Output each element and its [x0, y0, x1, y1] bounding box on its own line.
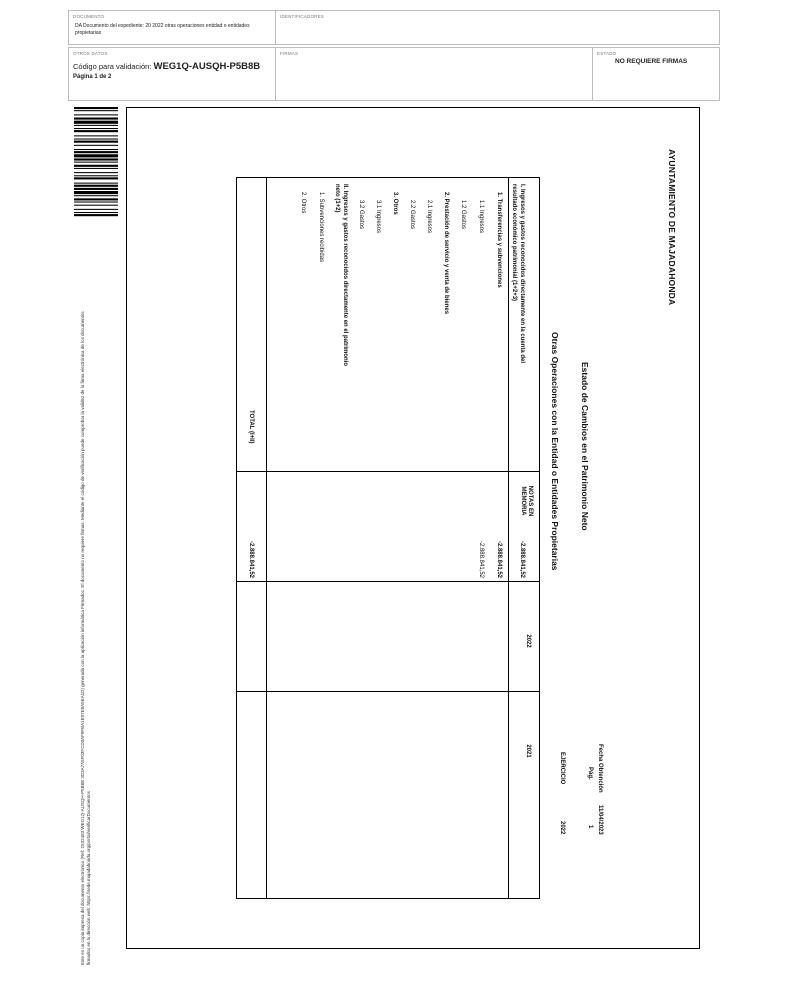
col-notas-header: NOTAS EN MEMORIA	[520, 485, 533, 517]
row-label: 3.2 Gastos	[358, 200, 364, 230]
documento-value: DA Documento del expediente: 20 2022 otras operaciones entidad o entidades propietarias	[75, 23, 250, 36]
barcode-bar	[74, 191, 118, 194]
codigo-validacion-label: Código para validación:	[73, 62, 152, 71]
col-2021-header: 2021	[525, 744, 531, 758]
report-table	[236, 177, 540, 899]
barcode-bar	[74, 188, 118, 190]
barcode-bar	[74, 135, 118, 136]
barcode-bar	[74, 121, 118, 124]
fecha-obtencion-label: Fecha Obtención	[597, 744, 603, 793]
codigo-validacion-row	[73, 62, 260, 72]
barcode-bar	[74, 158, 118, 160]
ejercicio-label: EJERCICIO	[559, 752, 565, 785]
row-label: neto (1+2)	[334, 184, 340, 213]
barcode-bar	[74, 151, 118, 153]
row-label: 2.1 Ingresos	[426, 200, 432, 234]
row-label: 3. Otros	[392, 192, 398, 215]
barcode-bar	[74, 177, 118, 179]
barcode-bar	[74, 114, 118, 115]
row-label: 2.2 Gastos	[409, 200, 415, 230]
barcode-bar	[74, 130, 118, 132]
pag-value: 1	[587, 825, 593, 829]
barcode-bar	[74, 212, 118, 213]
firmas-label: FIRMAS	[280, 51, 299, 56]
otros-datos-box	[68, 47, 276, 101]
barcode-bar	[74, 149, 118, 150]
verification-note: Este es un copia impresa del documento electrónico (Ref: 2532483 WEG1Q-AUSQH-P5B8B 3D3A7A5F03FCD0AF9FBA1E97E8A5EA1D) generada con la aplicación informática Firmadoc. El documento no requiere firmas. Mediante el código de verificación puede comprobar la validez de la firma electrónica de los documentos firmados en la dirección web: https://sede.majadahonda.org/portal/verificarDocumentos	[80, 311, 91, 965]
barcode-bar	[74, 202, 118, 203]
firmas-box	[275, 47, 593, 101]
row-label: resultado económico patrimonial (1+2+3)	[511, 184, 517, 302]
estado-label: ESTADO	[597, 51, 617, 56]
barcode-bar	[74, 205, 118, 206]
barcode-bar	[74, 139, 118, 140]
row-label: 1.1 Ingresos	[478, 200, 484, 234]
row-value-2022: -2.888.841,52	[519, 540, 525, 578]
report-page	[126, 107, 700, 949]
row-value-2022: -2.888.841,52	[478, 540, 484, 578]
report-subtitle: Otras Operaciones con la Entidad o Entidades Propietarias	[550, 332, 560, 571]
barcode-bar	[74, 175, 118, 176]
row-value-2022: -2.888.841,52	[496, 540, 502, 578]
ejercicio-value: 2022	[559, 821, 565, 835]
codigo-validacion-value: WEG1Q-AUSQH-P5B8B	[153, 61, 261, 72]
row-label: 1. Transferencias y subvenciones	[496, 192, 502, 288]
barcode-bar	[74, 195, 118, 196]
barcode-bar	[74, 162, 118, 163]
barcode-bar	[74, 165, 118, 167]
barcode-bar	[74, 198, 118, 200]
identificadores-label: IDENTIFICADORES	[280, 14, 325, 19]
total-2022: -2.888.841,52	[248, 540, 254, 578]
row-label: 1. Subvenciones recibidas	[318, 192, 324, 263]
pag-label: Pág.	[587, 767, 593, 780]
row-label: 2. Prestación de servicio y venta de bienes	[443, 192, 449, 315]
fecha-obtencion-value: 11/04/2023	[597, 805, 603, 835]
otros-datos-label: OTROS DATOS	[73, 51, 108, 56]
barcode-bar	[74, 214, 118, 216]
row-label: I. Ingresos y gastos reconocidos directamente en la cuenta del	[519, 184, 525, 364]
estado-value: NO REQUIERE FIRMAS	[615, 58, 688, 65]
barcode-bar	[74, 154, 118, 157]
barcode-bar	[74, 107, 118, 109]
col-2022-header: 2022	[525, 634, 531, 648]
barcode-bar	[74, 145, 118, 146]
row-label: 3.1 Ingresos	[375, 200, 381, 234]
barcode-bar	[74, 209, 118, 210]
estado-box	[592, 47, 720, 101]
barcode-bar	[74, 118, 118, 120]
identificadores-box	[275, 10, 720, 45]
barcode-image	[74, 107, 118, 277]
page-indicator: Página 1 de 2	[73, 74, 112, 80]
barcode-bar	[74, 125, 118, 126]
barcode-bar	[74, 141, 118, 143]
row-label: II. Ingresos y gastos reconocidos directamente en el patrimonio	[342, 184, 348, 367]
documento-box	[68, 10, 276, 45]
row-label: 1.2 Gastos	[460, 200, 466, 230]
barcode-bar	[74, 110, 118, 111]
row-label: 2. Otros	[300, 192, 306, 214]
documento-label: DOCUMENTO	[73, 14, 105, 19]
report-title: Estado de Cambios en el Patrimonio Neto	[580, 362, 590, 531]
total-label: TOTAL (I+II)	[248, 410, 254, 444]
barcode-bar	[74, 128, 118, 129]
barcode-bar	[74, 185, 118, 187]
entity-name: AYUNTAMIENTO DE MAJADAHONDA	[667, 149, 677, 306]
barcode-bar	[74, 183, 118, 184]
barcode-bar	[74, 172, 118, 173]
barcode-bar	[74, 168, 118, 169]
